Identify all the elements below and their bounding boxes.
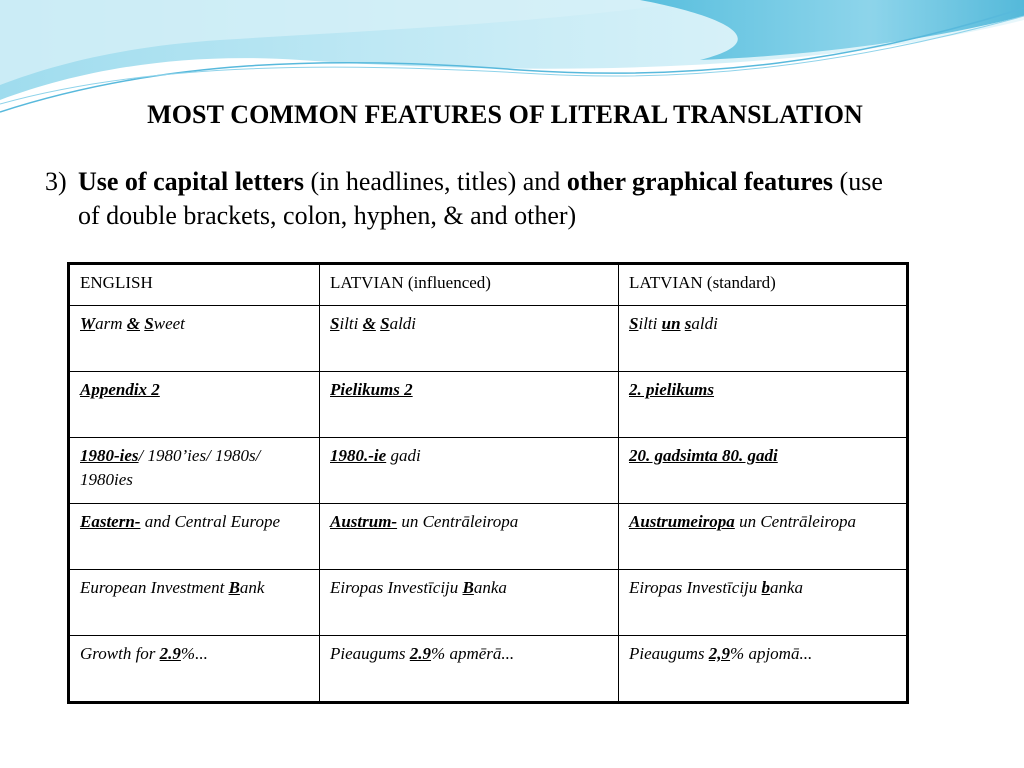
translation-table <box>67 262 909 704</box>
cell-text: Pieaugums <box>330 644 410 663</box>
cell-text: un Centrāleiropa <box>397 512 519 531</box>
cell-text: anka <box>770 578 804 597</box>
bullet-text-part: other graphical features <box>566 167 834 196</box>
cell-latvian-standard <box>619 504 908 570</box>
highlighted-text: B <box>462 578 474 597</box>
highlighted-text: Eastern- <box>80 512 141 531</box>
highlighted-text: b <box>761 578 771 597</box>
cell-latvian-standard <box>619 306 908 372</box>
table-row <box>69 636 908 703</box>
cell-text: Pieaugums <box>629 644 709 663</box>
cell-text: arm <box>95 314 127 333</box>
table-row <box>69 438 908 504</box>
cell-english <box>69 438 320 504</box>
highlighted-text: W <box>80 314 96 333</box>
cell-text: Eiropas Investīciju <box>629 578 762 597</box>
cell-text: ilti <box>638 314 662 333</box>
cell-latvian-standard <box>619 372 908 438</box>
cell-english <box>69 504 320 570</box>
slide-title: MOST COMMON FEATURES OF LITERAL TRANSLATION <box>147 100 863 129</box>
cell-text: gadi <box>386 446 421 465</box>
cell-english <box>69 636 320 703</box>
highlighted-text: s <box>684 314 692 333</box>
bullet-point <box>45 165 905 233</box>
highlighted-text: 1980.-ie <box>330 446 387 465</box>
cell-text: and Central Europe <box>140 512 281 531</box>
highlighted-text: Austrum- <box>330 512 398 531</box>
highlighted-text: Pielikums 2 <box>330 380 413 399</box>
header-latvian-standard: LATVIAN (standard) <box>619 264 908 306</box>
cell-text: weet <box>153 314 185 333</box>
bullet-text-part: (use of double brackets, colon, hyphen, & and other) <box>78 167 883 230</box>
cell-latvian-influenced <box>320 570 619 636</box>
table-row <box>69 570 908 636</box>
cell-text: % apjomā... <box>730 644 813 663</box>
highlighted-text: Austrumeiropa <box>629 512 735 531</box>
header-english: ENGLISH <box>69 264 320 306</box>
cell-text: ank <box>239 578 265 597</box>
cell-latvian-influenced <box>320 636 619 703</box>
cell-text: / 1980’ies/ 1980s/ 1980ies <box>80 446 261 489</box>
bullet-number: 3) <box>45 167 67 196</box>
cell-text: un Centrāleiropa <box>734 512 857 531</box>
cell-text: % apmērā... <box>431 644 515 663</box>
cell-english <box>69 570 320 636</box>
table-row <box>69 306 908 372</box>
cell-text: %... <box>180 644 208 663</box>
highlighted-text: 2. pielikums <box>629 380 715 399</box>
cell-english <box>69 306 320 372</box>
highlighted-text: 2,9 <box>708 644 731 663</box>
table-row <box>69 372 908 438</box>
cell-text: ilti <box>339 314 363 333</box>
highlighted-text: un <box>661 314 681 333</box>
cell-latvian-influenced <box>320 306 619 372</box>
cell-latvian-influenced <box>320 372 619 438</box>
highlighted-text: Appendix 2 <box>80 380 160 399</box>
cell-text: aldi <box>691 314 718 333</box>
highlighted-text: S <box>144 314 154 333</box>
highlighted-text: 2.9 <box>159 644 181 663</box>
cell-text: aldi <box>389 314 417 333</box>
cell-latvian-standard <box>619 438 908 504</box>
highlighted-text: 1980-ies <box>80 446 139 465</box>
cell-text: Growth for <box>80 644 160 663</box>
highlighted-text: & <box>362 314 376 333</box>
bullet-text <box>78 165 905 233</box>
highlighted-text: & <box>126 314 141 333</box>
table-header-row <box>69 264 908 306</box>
highlighted-text: S <box>380 314 390 333</box>
cell-latvian-influenced <box>320 438 619 504</box>
cell-text: Eiropas Investīciju <box>330 578 463 597</box>
highlighted-text: B <box>228 578 240 597</box>
cell-latvian-standard <box>619 570 908 636</box>
highlighted-text: S <box>330 314 340 333</box>
bullet-text-part: Use of capital letters <box>78 167 304 196</box>
bullet-text-part: (in headlines, titles) and <box>303 167 567 196</box>
highlighted-text: 2.9 <box>409 644 432 663</box>
highlighted-text: 20. gadsimta 80. gadi <box>629 446 778 465</box>
cell-text: European Investment <box>80 578 229 597</box>
cell-text: anka <box>473 578 507 597</box>
header-latvian-influenced: LATVIAN (influenced) <box>320 264 619 306</box>
cell-latvian-standard <box>619 636 908 703</box>
cell-english <box>69 372 320 438</box>
table-row <box>69 504 908 570</box>
cell-latvian-influenced <box>320 504 619 570</box>
highlighted-text: S <box>629 314 639 333</box>
